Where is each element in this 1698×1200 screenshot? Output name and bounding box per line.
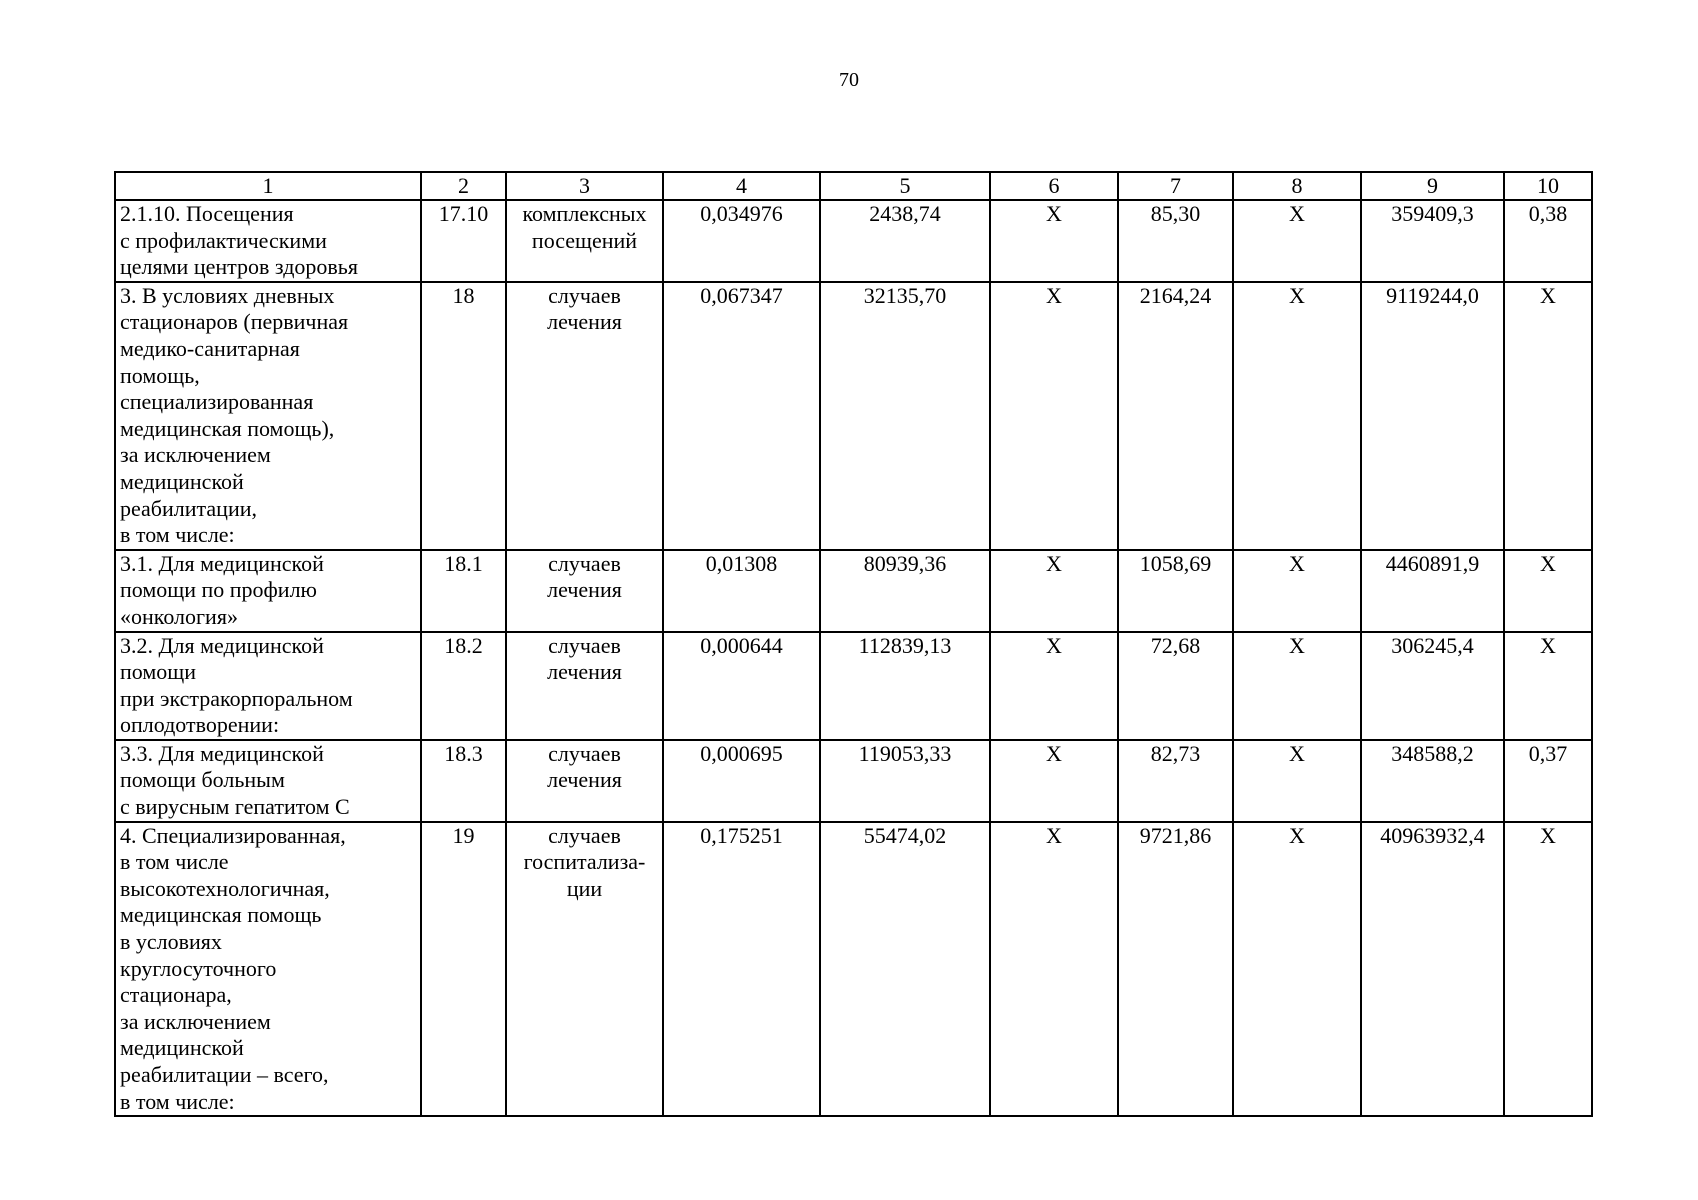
row-unit-cell: комплексных посещений: [506, 200, 663, 282]
row-name-cell: 3. В условиях дневных стационаров (первичная медико-санитарная помощь, специализированная медицинская помощь), за исключением медицинской реабилитации, в том числе:: [115, 282, 421, 550]
row-col9-cell: 9119244,0: [1361, 282, 1504, 550]
row-name-cell: 3.3. Для медицинской помощи больным с вирусным гепатитом С: [115, 740, 421, 822]
row-name-cell: 2.1.10. Посещения с профилактическими целями центров здоровья: [115, 200, 421, 282]
row-col6-cell: X: [990, 822, 1118, 1117]
row-unit-cell: случаев лечения: [506, 632, 663, 740]
row-unit-cell: случаев лечения: [506, 740, 663, 822]
table-row: [115, 632, 1592, 740]
row-col5-cell: 2438,74: [820, 200, 990, 282]
column-number-3: 3: [506, 172, 663, 200]
row-col9-cell: 4460891,9: [1361, 550, 1504, 632]
row-col8-cell: X: [1233, 550, 1361, 632]
row-col10-cell: X: [1504, 822, 1592, 1117]
row-col10-cell: X: [1504, 550, 1592, 632]
row-col8-cell: X: [1233, 200, 1361, 282]
column-number-10: 10: [1504, 172, 1592, 200]
row-col10-cell: 0,38: [1504, 200, 1592, 282]
row-col5-cell: 80939,36: [820, 550, 990, 632]
row-col4-cell: 0,000695: [663, 740, 820, 822]
row-code-cell: 18.3: [421, 740, 506, 822]
row-col7-cell: 2164,24: [1118, 282, 1233, 550]
table-row: [115, 282, 1592, 550]
row-col8-cell: X: [1233, 822, 1361, 1117]
row-name-cell: 3.2. Для медицинской помощи при экстракорпоральном оплодотворении:: [115, 632, 421, 740]
row-col4-cell: 0,067347: [663, 282, 820, 550]
row-col8-cell: X: [1233, 740, 1361, 822]
row-col5-cell: 112839,13: [820, 632, 990, 740]
row-col7-cell: 85,30: [1118, 200, 1233, 282]
row-col7-cell: 82,73: [1118, 740, 1233, 822]
row-col5-cell: 32135,70: [820, 282, 990, 550]
row-col8-cell: X: [1233, 282, 1361, 550]
row-col4-cell: 0,000644: [663, 632, 820, 740]
row-col9-cell: 359409,3: [1361, 200, 1504, 282]
row-col4-cell: 0,01308: [663, 550, 820, 632]
row-col5-cell: 119053,33: [820, 740, 990, 822]
column-number-5: 5: [820, 172, 990, 200]
row-col6-cell: X: [990, 632, 1118, 740]
row-code-cell: 17.10: [421, 200, 506, 282]
row-code-cell: 18.2: [421, 632, 506, 740]
row-code-cell: 18.1: [421, 550, 506, 632]
row-col9-cell: 40963932,4: [1361, 822, 1504, 1117]
row-name-cell: 3.1. Для медицинской помощи по профилю «онкология»: [115, 550, 421, 632]
row-col10-cell: X: [1504, 282, 1592, 550]
table-row: [115, 822, 1592, 1117]
row-col7-cell: 1058,69: [1118, 550, 1233, 632]
row-col6-cell: X: [990, 740, 1118, 822]
row-col4-cell: 0,175251: [663, 822, 820, 1117]
column-number-4: 4: [663, 172, 820, 200]
row-col9-cell: 306245,4: [1361, 632, 1504, 740]
row-unit-cell: случаев лечения: [506, 550, 663, 632]
row-col6-cell: X: [990, 550, 1118, 632]
row-col10-cell: 0,37: [1504, 740, 1592, 822]
table-header-row: [115, 172, 1592, 200]
row-col10-cell: X: [1504, 632, 1592, 740]
row-unit-cell: случаев госпитализа- ции: [506, 822, 663, 1117]
column-number-7: 7: [1118, 172, 1233, 200]
table-row: [115, 740, 1592, 822]
column-number-2: 2: [421, 172, 506, 200]
norms-table: [114, 171, 1593, 1117]
column-number-9: 9: [1361, 172, 1504, 200]
row-col7-cell: 72,68: [1118, 632, 1233, 740]
column-number-1: 1: [115, 172, 421, 200]
table-row: [115, 550, 1592, 632]
row-col5-cell: 55474,02: [820, 822, 990, 1117]
row-col4-cell: 0,034976: [663, 200, 820, 282]
row-name-cell: 4. Специализированная, в том числе высокотехнологичная, медицинская помощь в условиях круглосуточного стационара, за исключением медицинской реабилитации – всего, в том числе:: [115, 822, 421, 1117]
row-col9-cell: 348588,2: [1361, 740, 1504, 822]
row-col6-cell: X: [990, 282, 1118, 550]
row-code-cell: 19: [421, 822, 506, 1117]
table-row: [115, 200, 1592, 282]
row-unit-cell: случаев лечения: [506, 282, 663, 550]
row-code-cell: 18: [421, 282, 506, 550]
row-col7-cell: 9721,86: [1118, 822, 1233, 1117]
column-number-8: 8: [1233, 172, 1361, 200]
row-col8-cell: X: [1233, 632, 1361, 740]
row-col6-cell: X: [990, 200, 1118, 282]
page-number: 70: [839, 69, 859, 91]
column-number-6: 6: [990, 172, 1118, 200]
